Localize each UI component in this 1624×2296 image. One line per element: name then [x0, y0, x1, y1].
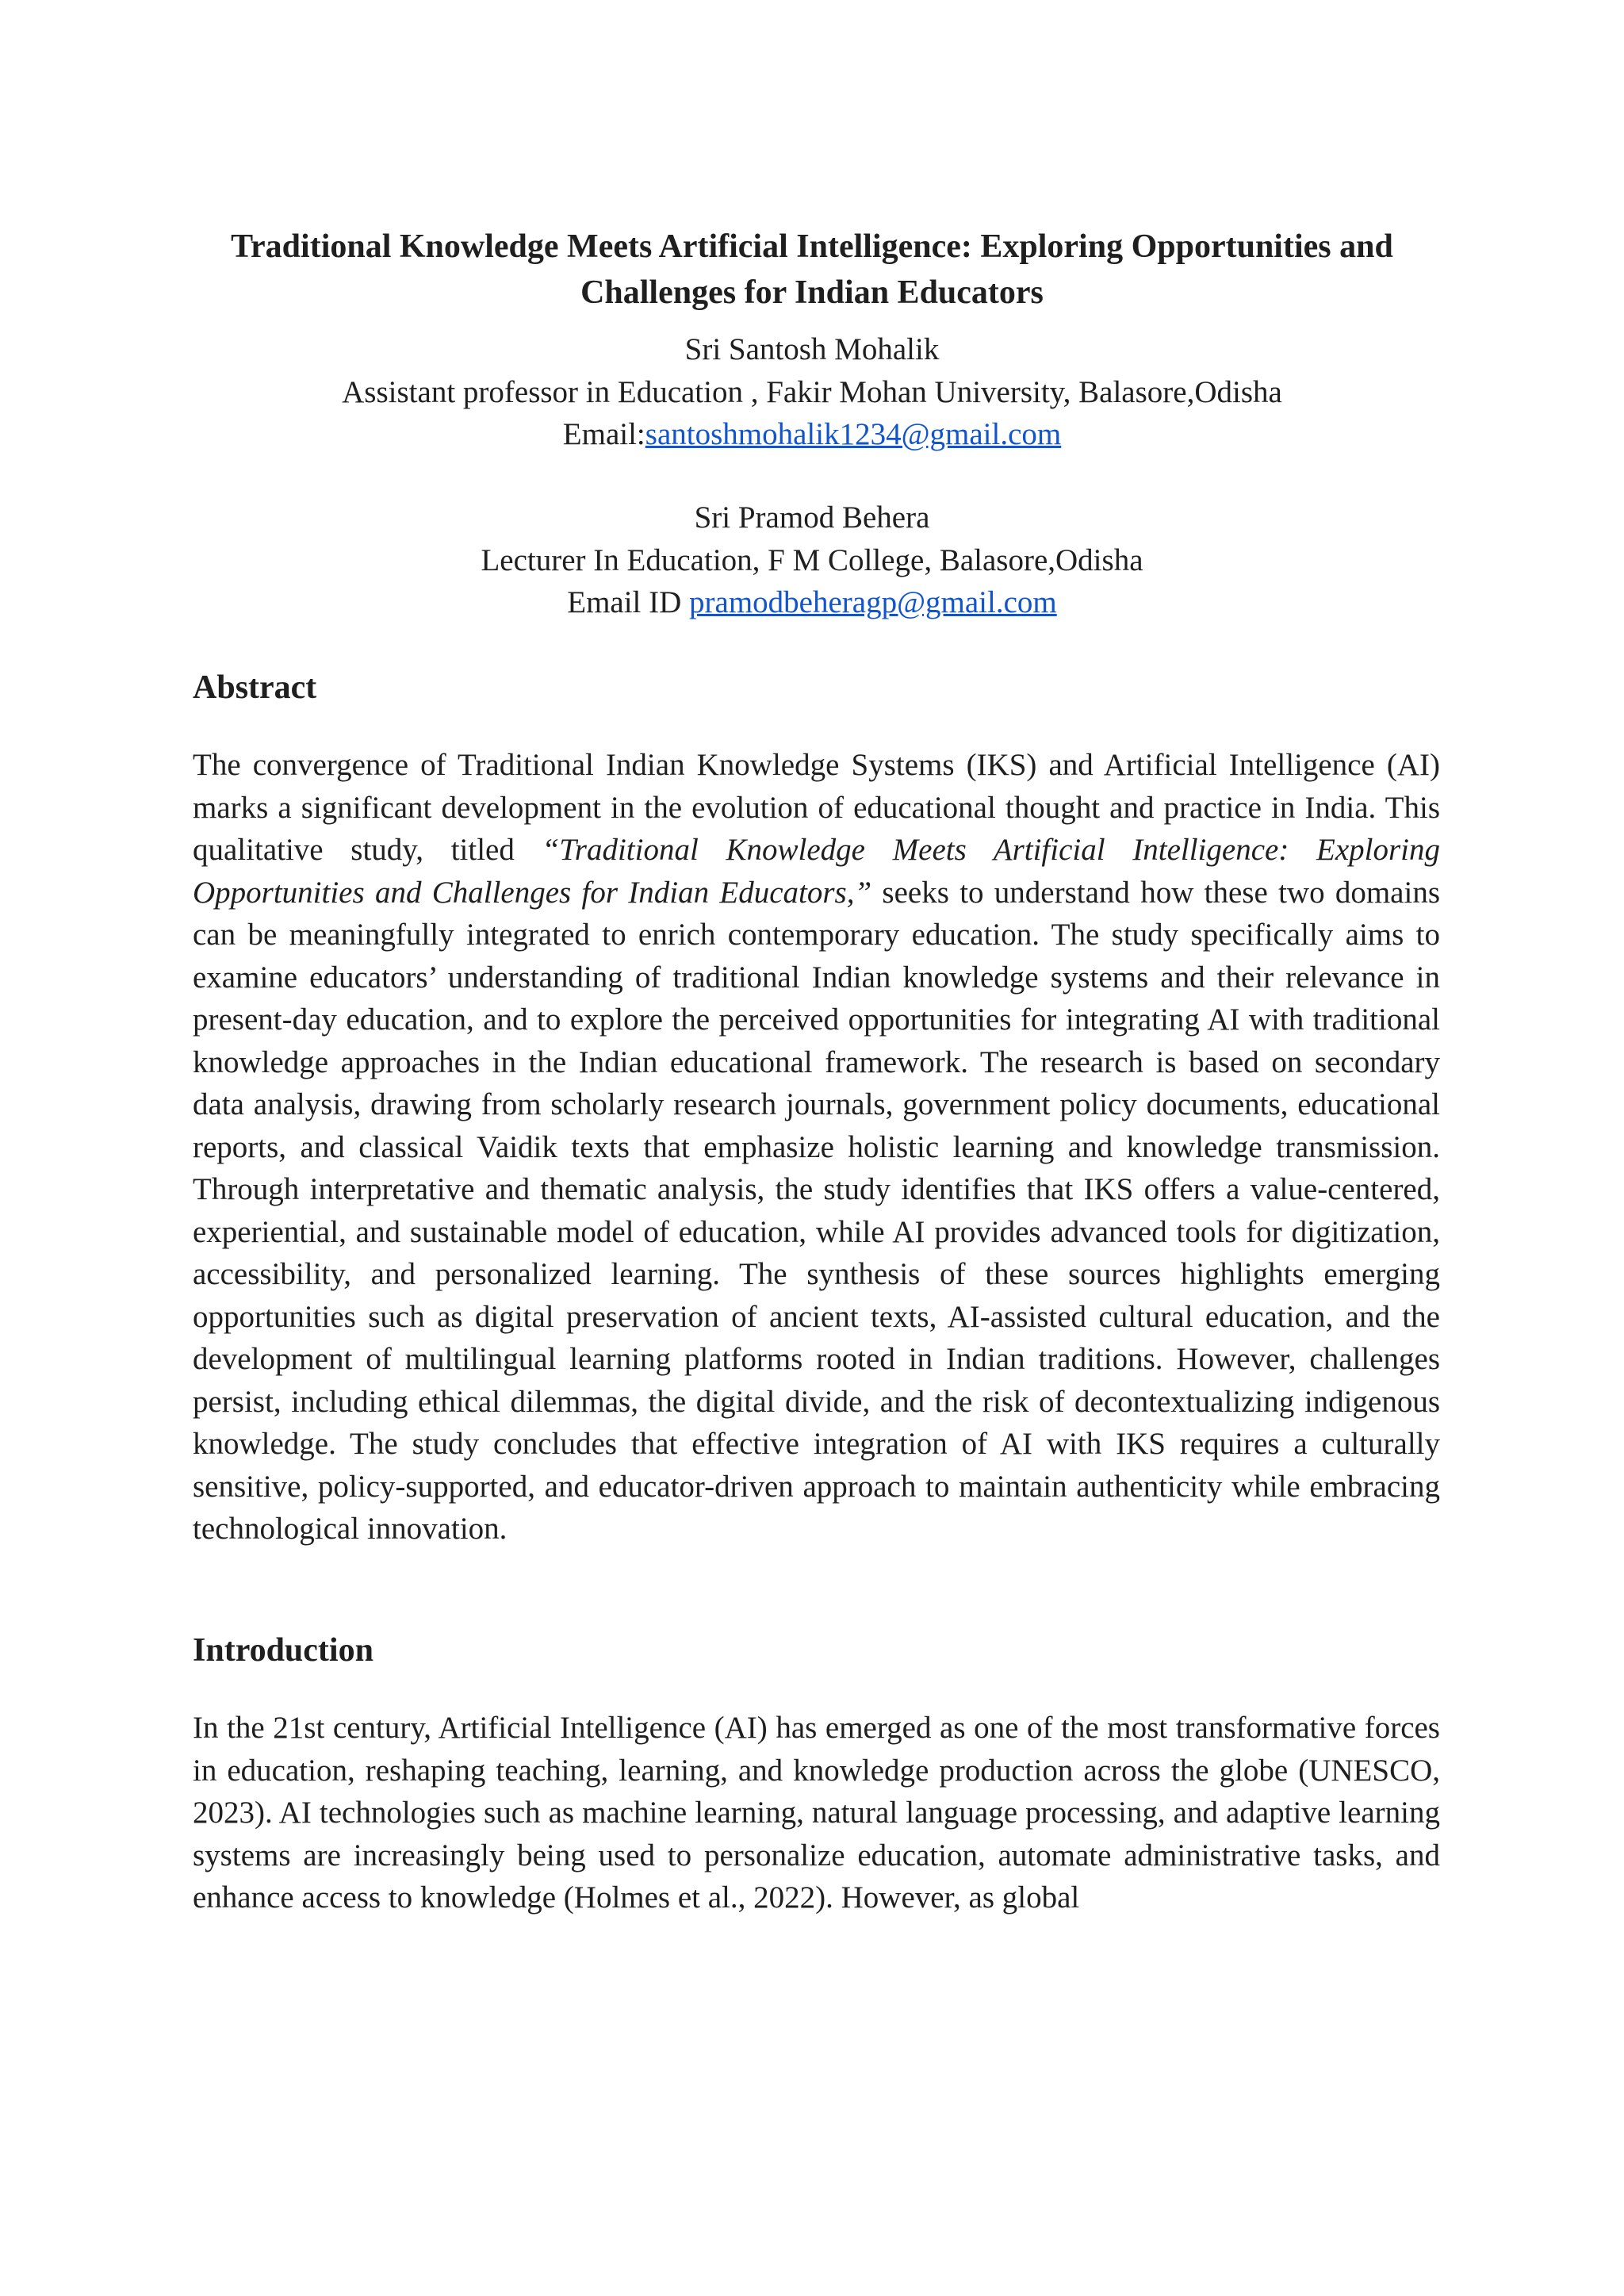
- author-email-line: [159, 581, 1465, 624]
- author-email-link[interactable]: santoshmohalik1234@gmail.com: [645, 417, 1062, 451]
- author-block-1: [159, 328, 1465, 456]
- abstract-paragraph: [193, 744, 1440, 1550]
- author-affiliation: Lecturer In Education, F M College, Balasore,Odisha: [481, 542, 1143, 577]
- abstract-text-before: The convergence of Traditional Indian Knowledge Systems (IKS) and Artificial Intelligence (AI) marks a significant development in the evolution of educational thought and practice in India. This qualitative study, titled: [193, 748, 1440, 867]
- email-label: Email ID: [567, 585, 690, 619]
- author-block-2: [159, 496, 1465, 624]
- abstract-study-title: “Traditional Knowledge Meets Artificial Intelligence: Exploring Opportunities and Challenges for Indian Educators,”: [193, 833, 1440, 910]
- abstract-heading: Abstract: [193, 669, 317, 706]
- introduction-heading: Introduction: [193, 1632, 373, 1669]
- email-label: Email:: [562, 417, 645, 451]
- author-name: Sri Pramod Behera: [694, 500, 930, 535]
- paper-title: Traditional Knowledge Meets Artificial Intelligence: Exploring Opportunities and Challenges for Indian Educators: [231, 228, 1393, 311]
- author-affiliation: Assistant professor in Education , Fakir Mohan University, Balasore,Odisha: [342, 374, 1282, 409]
- author-email-link[interactable]: pramodbeheragp@gmail.com: [689, 585, 1057, 619]
- introduction-paragraph: In the 21st century, Artificial Intelligence (AI) has emerged as one of the most transformative forces in education, reshaping teaching, learning, and knowledge production across the globe (UNESCO, 2023). AI technologies such as machine learning, natural language processing, and adaptive learning systems are increasingly being used to personalize education, automate administrative tasks, and enhance access to knowledge (Holmes et al., 2022). However, as global: [193, 1711, 1440, 1915]
- abstract-text-after: seeks to understand how these two domains can be meaningfully integrated to enrich contemporary education. The study specifically aims to examine educators’ understanding of traditional Indian knowledge systems and their relevance in present-day education, and to explore the perceived opportunities for integrating AI with traditional knowledge approaches in the Indian educational framework. The research is based on secondary data analysis, drawing from scholarly research journals, government policy documents, educational reports, and classical Vaidik texts that emphasize holistic learning and knowledge transmission. Through interpretative and thematic analysis, the study identifies that IKS offers a value-centered, experiential, and sustainable model of education, while AI provides advanced tools for digitization, accessibility, and personalized learning. The synthesis of these sources highlights emerging opportunities such as digital preservation of ancient texts, AI-assisted cultural education, and the development of multilingual learning platforms rooted in Indian traditions. However, challenges persist, including ethical dilemmas, the digital divide, and the risk of decontextualizing indigenous knowledge. The study concludes that effective integration of AI with IKS requires a culturally sensitive, policy-supported, and educator-driven approach to maintain authenticity while embracing technological innovation.: [193, 875, 1441, 1546]
- author-email-line: [159, 413, 1465, 456]
- author-name: Sri Santosh Mohalik: [684, 332, 940, 366]
